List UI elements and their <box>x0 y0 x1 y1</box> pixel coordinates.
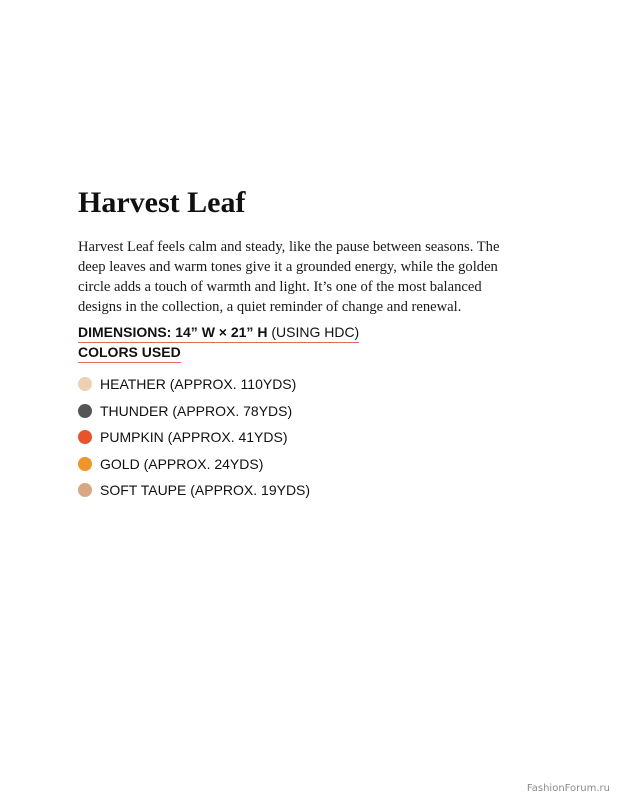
watermark: FashionForum.ru <box>526 783 610 794</box>
colors-heading: COLORS USED <box>78 343 181 363</box>
color-swatch-gold <box>78 457 92 471</box>
description-line: designs in the collection, a quiet reminder of change and renewal. <box>78 299 462 315</box>
color-item-soft-taupe <box>78 481 310 499</box>
description-line: Harvest Leaf feels calm and steady, like the pause between seasons. The <box>78 239 500 255</box>
dimensions-line <box>78 323 359 343</box>
color-swatch-thunder <box>78 404 92 418</box>
specs-block <box>78 323 359 363</box>
color-label: SOFT TAUPE (APPROX. 19YDS) <box>100 482 311 499</box>
color-label: THUNDER (APPROX. 78YDS) <box>100 402 293 419</box>
color-swatch-pumpkin <box>78 430 92 444</box>
color-list <box>78 375 310 508</box>
dimensions-note: (USING HDC) <box>267 324 360 340</box>
color-item-heather <box>78 375 310 393</box>
colors-heading-row <box>78 343 359 363</box>
color-label: HEATHER (APPROX. 110YDS) <box>100 376 297 392</box>
dimensions-label: DIMENSIONS: 14” W × 21” H <box>78 324 268 340</box>
dimensions-row <box>78 323 359 343</box>
color-swatch-soft-taupe <box>78 483 92 497</box>
description-line: deep leaves and warm tones give it a grounded energy, while the golden <box>78 259 498 275</box>
design-description <box>78 237 538 317</box>
color-item-gold <box>78 455 310 473</box>
color-swatch-heather <box>78 377 92 391</box>
color-item-thunder <box>78 402 310 420</box>
color-item-pumpkin <box>78 428 310 446</box>
page-title: Harvest Leaf <box>78 186 246 219</box>
color-label: PUMPKIN (APPROX. 41YDS) <box>100 429 288 446</box>
description-line: circle adds a touch of warmth and light. It’s one of the most balanced <box>78 279 482 295</box>
color-label: GOLD (APPROX. 24YDS) <box>100 455 264 472</box>
